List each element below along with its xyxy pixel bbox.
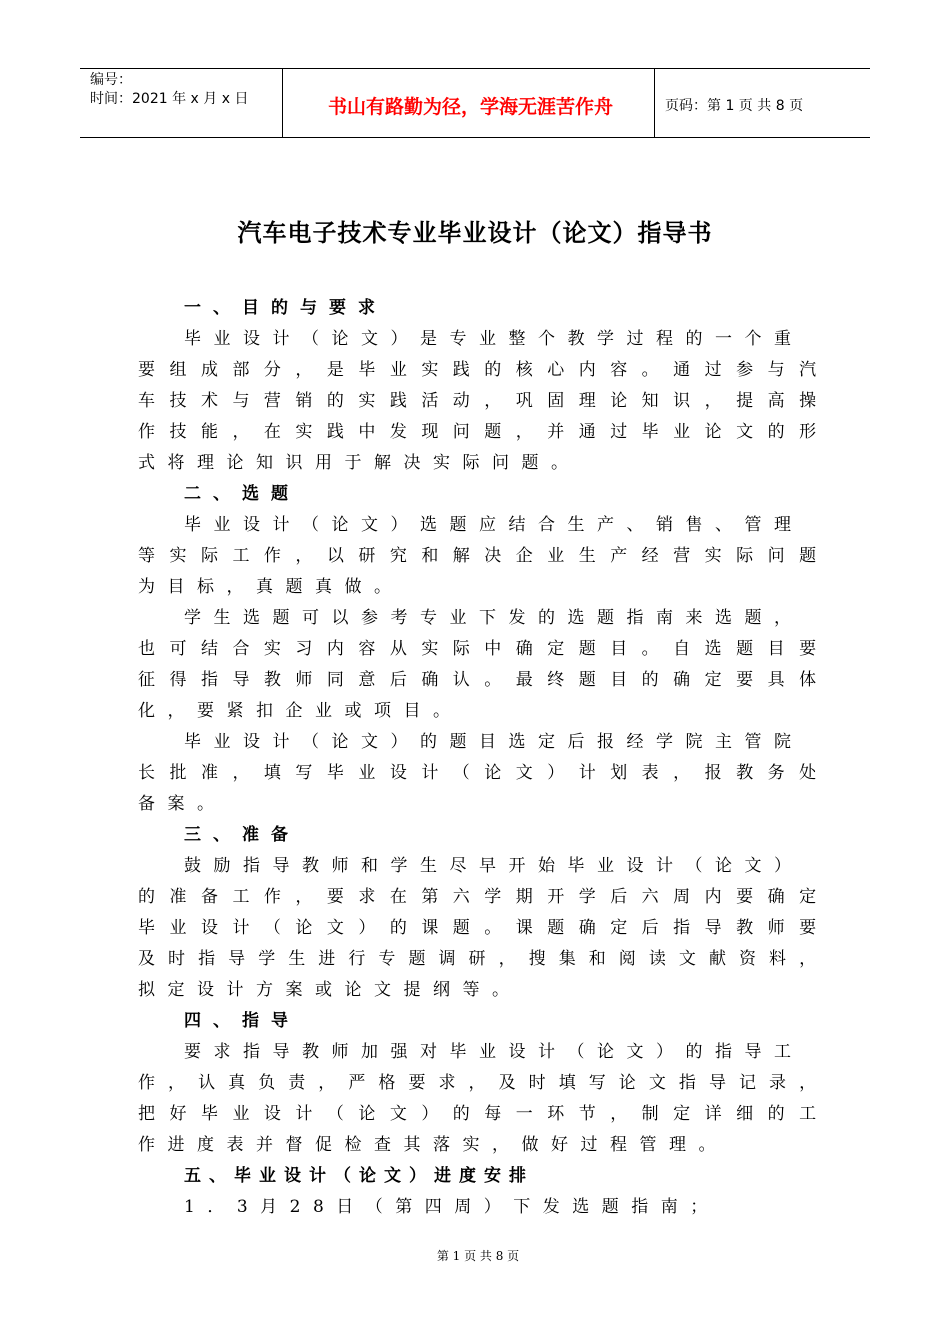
- paragraph-line: 鼓励指导教师和学生尽早开始毕业设计（论文）: [184, 856, 804, 876]
- paragraph-line: 也可结合实习内容从实际中确定题目。自选题目要: [138, 639, 831, 659]
- header-motto-cell: [282, 69, 655, 137]
- paragraph-line: 作，认真负责，严格要求，及时填写论文指导记录，: [138, 1073, 830, 1093]
- paragraph-line: 及时指导学生进行专题调研，搜集和阅读文献资料，: [138, 949, 830, 969]
- paragraph-line: 征得指导教师同意后确认。最终题目的确定要具体: [138, 670, 831, 690]
- paragraph-line: 要求指导教师加强对毕业设计（论文）的指导工: [184, 1042, 804, 1062]
- paragraph-line: 化，要紧扣企业或项目。: [138, 701, 463, 721]
- paragraph-line: 的准备工作，要求在第六学期开学后六周内要确定: [138, 887, 831, 907]
- paragraph-line: 式将理论知识用于解决实际问题。: [138, 453, 581, 473]
- document-title: 汽车电子技术专业毕业设计（论文）指导书: [237, 219, 713, 247]
- paragraph-line: 要组成部分，是毕业实践的核心内容。通过参与汽: [138, 360, 831, 380]
- header-motto: 书山有路勤为径，学海无涯苦作舟: [327, 95, 613, 118]
- paragraph-line: 毕业设计（论文）的课题。课题确定后指导教师要: [138, 918, 831, 938]
- page-header: [80, 68, 870, 138]
- document-number-label: 编号：: [90, 72, 132, 88]
- section-heading: 一、目的与要求: [184, 298, 387, 318]
- paragraph-line: 1．3月28日（第四周）下发选题指南；: [184, 1197, 720, 1217]
- page-footer: 第 1 页 共 8 页: [436, 1249, 520, 1263]
- section-heading: 二、选题: [184, 484, 300, 504]
- paragraph-line: 拟定设计方案或论文提纲等。: [138, 980, 522, 1000]
- paragraph-line: 毕业设计（论文）是专业整个教学过程的一个重: [184, 329, 804, 349]
- paragraph-line: 把好毕业设计（论文）的每一环节，制定详细的工: [138, 1104, 831, 1124]
- paragraph-line: 车技术与营销的实践活动，巩固理论知识，提高操: [138, 391, 831, 411]
- document-date-label: 时间：2021 年 x 月 x 日: [90, 91, 249, 107]
- paragraph-line: 长批准，填写毕业设计（论文）计划表，报教务处: [138, 763, 831, 783]
- paragraph-line: 学生选题可以参考专业下发的选题指南来选题，: [184, 608, 804, 628]
- paragraph-line: 毕业设计（论文）的题目选定后报经学院主管院: [184, 732, 804, 752]
- section-heading: 四、指导: [184, 1011, 300, 1031]
- header-page-info: 页码：第 1 页 共 8 页: [665, 98, 804, 114]
- section-heading: 三、准备: [184, 825, 300, 845]
- paragraph-line: 作技能，在实践中发现问题，并通过毕业论文的形: [138, 422, 831, 442]
- section-heading: 五、毕业设计（论文）进度安排: [184, 1166, 534, 1186]
- paragraph-line: 等实际工作，以研究和解决企业生产经营实际问题: [138, 546, 831, 566]
- paragraph-line: 备案。: [138, 794, 227, 814]
- paragraph-line: 毕业设计（论文）选题应结合生产、销售、管理: [184, 515, 804, 535]
- header-meta: [80, 69, 282, 137]
- paragraph-line: 为目标，真题真做。: [138, 577, 404, 597]
- paragraph-line: 作进度表并督促检查其落实，做好过程管理。: [138, 1135, 728, 1155]
